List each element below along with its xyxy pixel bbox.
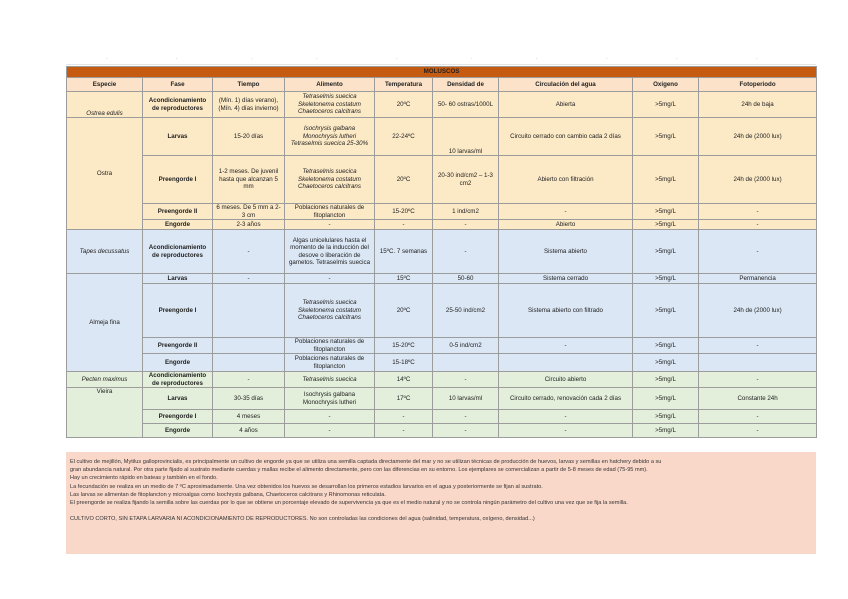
fotoperiodo-cell: -: [699, 424, 817, 438]
note-paragraph: La fecundación se realiza en un medio de 7 ºC aproximadamente. Una vez obtenidos los huevos se desarrollan los primeros estadios larvarios en el agua y posteriormente se fijan al sustrato.: [70, 483, 543, 490]
densidad-cell: -: [433, 424, 499, 438]
table-row: [67, 372, 817, 388]
densidad-cell: 1 ind/cm2: [433, 204, 499, 220]
alimento-cell: Poblaciones naturales de fitoplancton: [285, 204, 375, 220]
fotoperiodo-cell: -: [699, 230, 817, 274]
col-header-temperatura: Temperatura: [375, 78, 433, 92]
oxigeno-cell: >5mg/L: [633, 284, 699, 338]
fase-cell: Preengorde II: [143, 338, 213, 354]
notes-box: [66, 452, 816, 554]
fase-cell: Engorde: [143, 424, 213, 438]
fotoperiodo-cell: -: [699, 204, 817, 220]
table-row: [67, 424, 817, 438]
circulacion-cell: Abierta: [499, 92, 633, 118]
oxigeno-cell: >5mg/L: [633, 204, 699, 220]
note-paragraph: Hay un crecimiento rápido en bateas y también en el fondo.: [70, 475, 218, 482]
fase-cell: Acondicionamiento de reproductores: [143, 372, 213, 388]
alimento-cell: -: [285, 220, 375, 230]
circulacion-cell: Sistema abierto: [499, 230, 633, 274]
fase-cell: Engorde: [143, 354, 213, 372]
tiempo-cell: 4 meses: [213, 410, 285, 424]
fotoperiodo-cell: -: [699, 410, 817, 424]
temperatura-cell: 15-18ºC: [375, 354, 433, 372]
densidad-cell: 25-50 ind/cm2: [433, 284, 499, 338]
circulacion-cell: Circuito abierto: [499, 372, 633, 388]
table-title: MOLUSCOS: [67, 67, 817, 78]
table-row: [67, 410, 817, 424]
temperatura-cell: 20ºC: [375, 92, 433, 118]
species-cell: Almeja fina: [67, 274, 143, 372]
oxigeno-cell: >5mg/L: [633, 220, 699, 230]
fotoperiodo-cell: -: [699, 220, 817, 230]
table-row: [67, 118, 817, 156]
circulacion-cell: Abierto con filtración: [499, 156, 633, 204]
table-row: [67, 388, 817, 410]
fotoperiodo-cell: 24h de baja: [699, 92, 817, 118]
col-header-tiempo: Tiempo: [213, 78, 285, 92]
densidad-cell: 0-5 ind/cm2: [433, 338, 499, 354]
oxigeno-cell: >5mg/L: [633, 230, 699, 274]
alimento-cell: Isochrysis galbana Monochrysis lutheri Tetraselmis suecica 25-30%: [285, 118, 375, 156]
note-paragraph: Las larvas se alimentan de fitoplancton y microalgas como Isochrysis galbana, Chaetoceros calcitrans y Rhinomonas reticulata.: [70, 491, 386, 498]
densidad-cell: -: [433, 230, 499, 274]
oxigeno-cell: >5mg/L: [633, 118, 699, 156]
tiempo-cell: -: [213, 274, 285, 284]
note-summary: CULTIVO CORTO, SIN ETAPA LARVARIA NI ACONDICIONAMIENTO DE REPRODUCTORES. No son controladas las condiciones del agua (salinidad, temperatura, oxígeno, densidad...): [70, 516, 535, 523]
temperatura-cell: 20ºC: [375, 156, 433, 204]
fase-cell: Preengorde I: [143, 156, 213, 204]
circulacion-cell: Circuito cerrado con cambio cada 2 días: [499, 118, 633, 156]
fotoperiodo-cell: [699, 354, 817, 372]
circulacion-cell: -: [499, 424, 633, 438]
table-row: [67, 274, 817, 284]
alimento-cell: Isochrysis galbana Monochrysis lutheri: [285, 388, 375, 410]
alimento-cell: Poblaciones naturales de fitoplancton: [285, 338, 375, 354]
table-row: [67, 230, 817, 274]
densidad-cell: -: [433, 220, 499, 230]
oxigeno-cell: >5mg/L: [633, 274, 699, 284]
col-header-alimento: Alimento: [285, 78, 375, 92]
fase-cell: Larvas: [143, 118, 213, 156]
fase-cell: Engorde: [143, 220, 213, 230]
alimento-cell: -: [285, 424, 375, 438]
col-header-fase: Fase: [143, 78, 213, 92]
table-row: [67, 354, 817, 372]
densidad-cell: -: [433, 372, 499, 388]
circulacion-cell: -: [499, 204, 633, 220]
header-row: [67, 78, 817, 92]
species-cell: Pecten maximus: [67, 372, 143, 388]
temperatura-cell: 17ºC: [375, 388, 433, 410]
densidad-cell: 10 larvas/ml: [433, 118, 499, 156]
oxigeno-cell: >5mg/L: [633, 338, 699, 354]
species-cell: Ostrea edulis: [67, 92, 143, 118]
col-header-fotoperiodo: Fotoperiodo: [699, 78, 817, 92]
column-ruler: · · · · · · · · · ·: [66, 56, 816, 65]
oxigeno-cell: >5mg/L: [633, 388, 699, 410]
fotoperiodo-cell: Constante 24h: [699, 388, 817, 410]
col-header-especie: Especie: [67, 78, 143, 92]
temperatura-cell: 22-24ºC: [375, 118, 433, 156]
table-row: [67, 204, 817, 220]
oxigeno-cell: >5mg/L: [633, 156, 699, 204]
fase-cell: Larvas: [143, 388, 213, 410]
fotoperiodo-cell: 24h de (2000 lux): [699, 118, 817, 156]
alimento-cell: Tetraselmis suecica Skeletonema costatum Chaetoceros calcitrans: [285, 156, 375, 204]
circulacion-cell: Abierto: [499, 220, 633, 230]
table-row: [67, 156, 817, 204]
densidad-cell: 50- 60 ostras/1000L: [433, 92, 499, 118]
tiempo-cell: 30-35 días: [213, 388, 285, 410]
densidad-cell: 50-60: [433, 274, 499, 284]
alimento-cell: -: [285, 274, 375, 284]
tiempo-cell: [213, 284, 285, 338]
fotoperiodo-cell: 24h de (2000 lux): [699, 156, 817, 204]
molluscs-table: [66, 66, 817, 438]
alimento-cell: Tetraselmis suecica Skeletonema costatum Chaetoceros calcitrans: [285, 284, 375, 338]
temperatura-cell: -: [375, 424, 433, 438]
col-header-circulacion: Circulación del agua: [499, 78, 633, 92]
temperatura-cell: 20ºC: [375, 284, 433, 338]
fase-cell: Preengorde II: [143, 204, 213, 220]
oxigeno-cell: >5mg/L: [633, 372, 699, 388]
species-cell: Tapes decussatus: [67, 230, 143, 274]
fase-cell: Acondicionamiento de reproductores: [143, 92, 213, 118]
alimento-cell: Poblaciones naturales de fitoplancton: [285, 354, 375, 372]
fotoperiodo-cell: 24h de (2000 lux): [699, 284, 817, 338]
temperatura-cell: 15-20ºC: [375, 338, 433, 354]
fotoperiodo-cell: -: [699, 338, 817, 354]
col-header-oxigeno: Oxígeno: [633, 78, 699, 92]
temperatura-cell: 14ºC: [375, 372, 433, 388]
table-row: [67, 92, 817, 118]
col-header-densidad: Densidad de: [433, 78, 499, 92]
tiempo-cell: 4 años: [213, 424, 285, 438]
temperatura-cell: 15ºC. 7 semanas: [375, 230, 433, 274]
densidad-cell: 20-30 ind/cm2 – 1-3 cm2: [433, 156, 499, 204]
tiempo-cell: 1-2 meses. De juvenil hasta que alcanzan 5 mm: [213, 156, 285, 204]
fotoperiodo-cell: -: [699, 372, 817, 388]
tiempo-cell: -: [213, 372, 285, 388]
circulacion-cell: Sistema abierto con filtrado: [499, 284, 633, 338]
alimento-cell: Tetraselmis suecica: [285, 372, 375, 388]
fase-cell: Preengorde I: [143, 284, 213, 338]
oxigeno-cell: >5mg/L: [633, 410, 699, 424]
note-paragraph: El preengorde se realiza fijando la semilla sobre las cuerdas por lo que se obtiene un porcentaje elevado de supervivencia ya que es el medio natural y no se controla ningún parámetro del cultivo una vez que se fija la semilla.: [70, 500, 628, 507]
alimento-cell: Algas unicelulares hasta el momento de la inducción del desove o liberación de gametos. Tetraselmis suecica: [285, 230, 375, 274]
tiempo-cell: (Mín. 1) días verano), (Mín. 4) días invierno): [213, 92, 285, 118]
circulacion-cell: Sistema cerrado: [499, 274, 633, 284]
tiempo-cell: 6 meses. De 5 mm a 2-3 cm: [213, 204, 285, 220]
oxigeno-cell: >5mg/L: [633, 424, 699, 438]
temperatura-cell: 15-20ºC: [375, 204, 433, 220]
fase-cell: Acondicionamiento de reproductores: [143, 230, 213, 274]
table-row: [67, 284, 817, 338]
note-paragraph: gran abundancia natural. Por otra parte fijado al sustrato mediante cuerdas y mallas recibe el alimento directamente, pero con las diferencias en su entorno. Los ejemplares se comercializan a partir de 5-8 meses de edad (75-95 mm).: [70, 467, 648, 474]
tiempo-cell: 2-3 años: [213, 220, 285, 230]
table-row: [67, 338, 817, 354]
fase-cell: Preengorde I: [143, 410, 213, 424]
alimento-cell: -: [285, 410, 375, 424]
fotoperiodo-cell: Permanencia: [699, 274, 817, 284]
circulacion-cell: Circuito cerrado, renovación cada 2 días: [499, 388, 633, 410]
tiempo-cell: [213, 338, 285, 354]
densidad-cell: 10 larvas/ml: [433, 388, 499, 410]
densidad-cell: -: [433, 410, 499, 424]
circulacion-cell: -: [499, 338, 633, 354]
temperatura-cell: -: [375, 220, 433, 230]
circulacion-cell: -: [499, 410, 633, 424]
species-cell: Vieira: [67, 388, 143, 438]
fase-cell: Larvas: [143, 274, 213, 284]
alimento-cell: Tetraselmis suecica Skeletonema costatum Chaetoceros calcitrans: [285, 92, 375, 118]
note-paragraph: El cultivo de mejillón, Mytilus galloprovincialis, es principalmente un cultivo de engorde ya que se utiliza una semilla captada directamente del mar y no se utilizan técnicas de producción de huevos, larvas y semillas en hatchery debido a su: [70, 459, 662, 465]
oxigeno-cell: >5mg/L: [633, 92, 699, 118]
table-row: [67, 220, 817, 230]
densidad-cell: [433, 354, 499, 372]
temperatura-cell: 15ºC: [375, 274, 433, 284]
oxigeno-cell: >5mg/L: [633, 354, 699, 372]
tiempo-cell: [213, 354, 285, 372]
temperatura-cell: -: [375, 410, 433, 424]
species-cell: Ostra: [67, 118, 143, 230]
tiempo-cell: 15-20 días: [213, 118, 285, 156]
circulacion-cell: [499, 354, 633, 372]
tiempo-cell: -: [213, 230, 285, 274]
